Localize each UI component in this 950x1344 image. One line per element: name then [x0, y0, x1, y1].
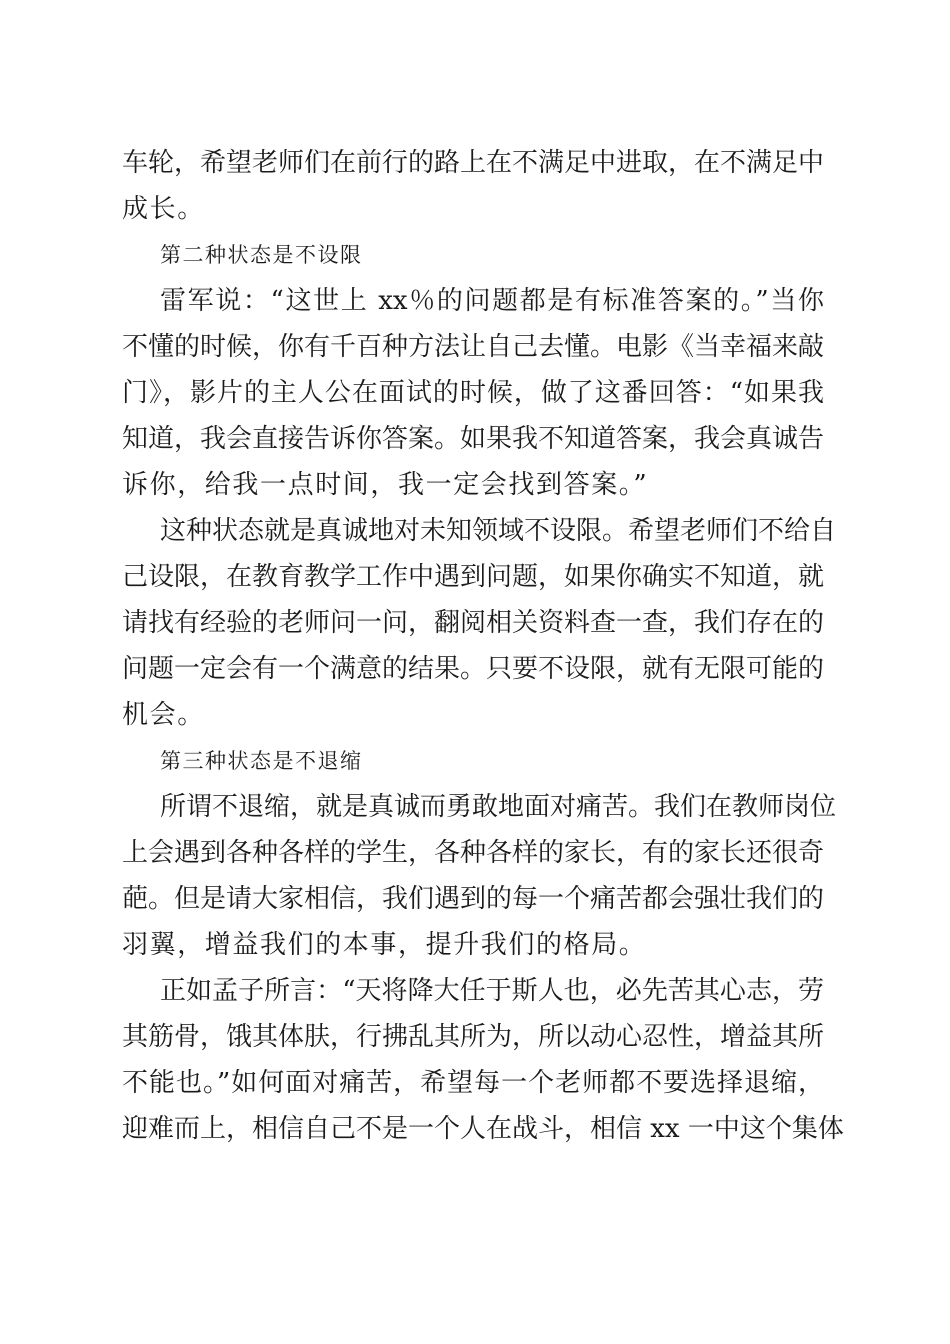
body-text-line: 葩。但是请大家相信，我们遇到的每一个痛苦都会强壮我们的	[122, 884, 825, 914]
body-text-line: 成长。	[122, 194, 205, 224]
body-text-line: 其筋骨，饿其体肤，行拂乱其所为，所以动心忍性，增益其所	[122, 1022, 825, 1052]
body-text-line: 知道，我会直接告诉你答案。如果我不知道答案，我会真诚告	[122, 424, 825, 454]
section-heading-3: 第三种状态是不退缩	[160, 749, 363, 773]
body-text-line: 门》，影片的主人公在面试的时候，做了这番回答：“如果我	[122, 378, 824, 408]
body-text-line: 迎难而上，相信自己不是一个人在战斗，相信 xx 一中这个集体	[122, 1114, 844, 1144]
section-heading-2: 第二种状态是不设限	[160, 243, 363, 267]
body-text-line: 不懂的时候，你有千百种方法让自己去懂。电影《当幸福来敲	[122, 332, 825, 362]
body-text-line: 诉你，给我一点时间，我一定会找到答案。”	[122, 470, 649, 500]
body-text-line: 车轮，希望老师们在前行的路上在不满足中进取，在不满足中	[122, 148, 825, 178]
body-text-line: 请找有经验的老师问一问，翻阅相关资料查一查，我们存在的	[122, 608, 825, 638]
body-text-line: 正如孟子所言：“天将降大任于斯人也，必先苦其心志，劳	[160, 976, 824, 1006]
body-text-line: 己设限，在教育教学工作中遇到问题，如果你确实不知道，就	[122, 562, 825, 592]
body-text-line: 羽翼，增益我们的本事，提升我们的格局。	[122, 930, 647, 960]
body-text-line: 所谓不退缩，就是真诚而勇敢地面对痛苦。我们在教师岗位	[160, 792, 837, 822]
body-text-line: 雷军说：“这世上 xx％的问题都是有标准答案的。”当你	[160, 286, 824, 316]
body-text-line: 这种状态就是真诚地对未知领域不设限。希望老师们不给自	[160, 516, 837, 546]
body-text-line: 问题一定会有一个满意的结果。只要不设限，就有无限可能的	[122, 654, 825, 684]
body-text-line: 上会遇到各种各样的学生，各种各样的家长，有的家长还很奇	[122, 838, 825, 868]
body-text-line: 不能也。”如何面对痛苦，希望每一个老师都不要选择退缩，	[122, 1068, 824, 1098]
body-text-line: 机会。	[122, 700, 205, 730]
